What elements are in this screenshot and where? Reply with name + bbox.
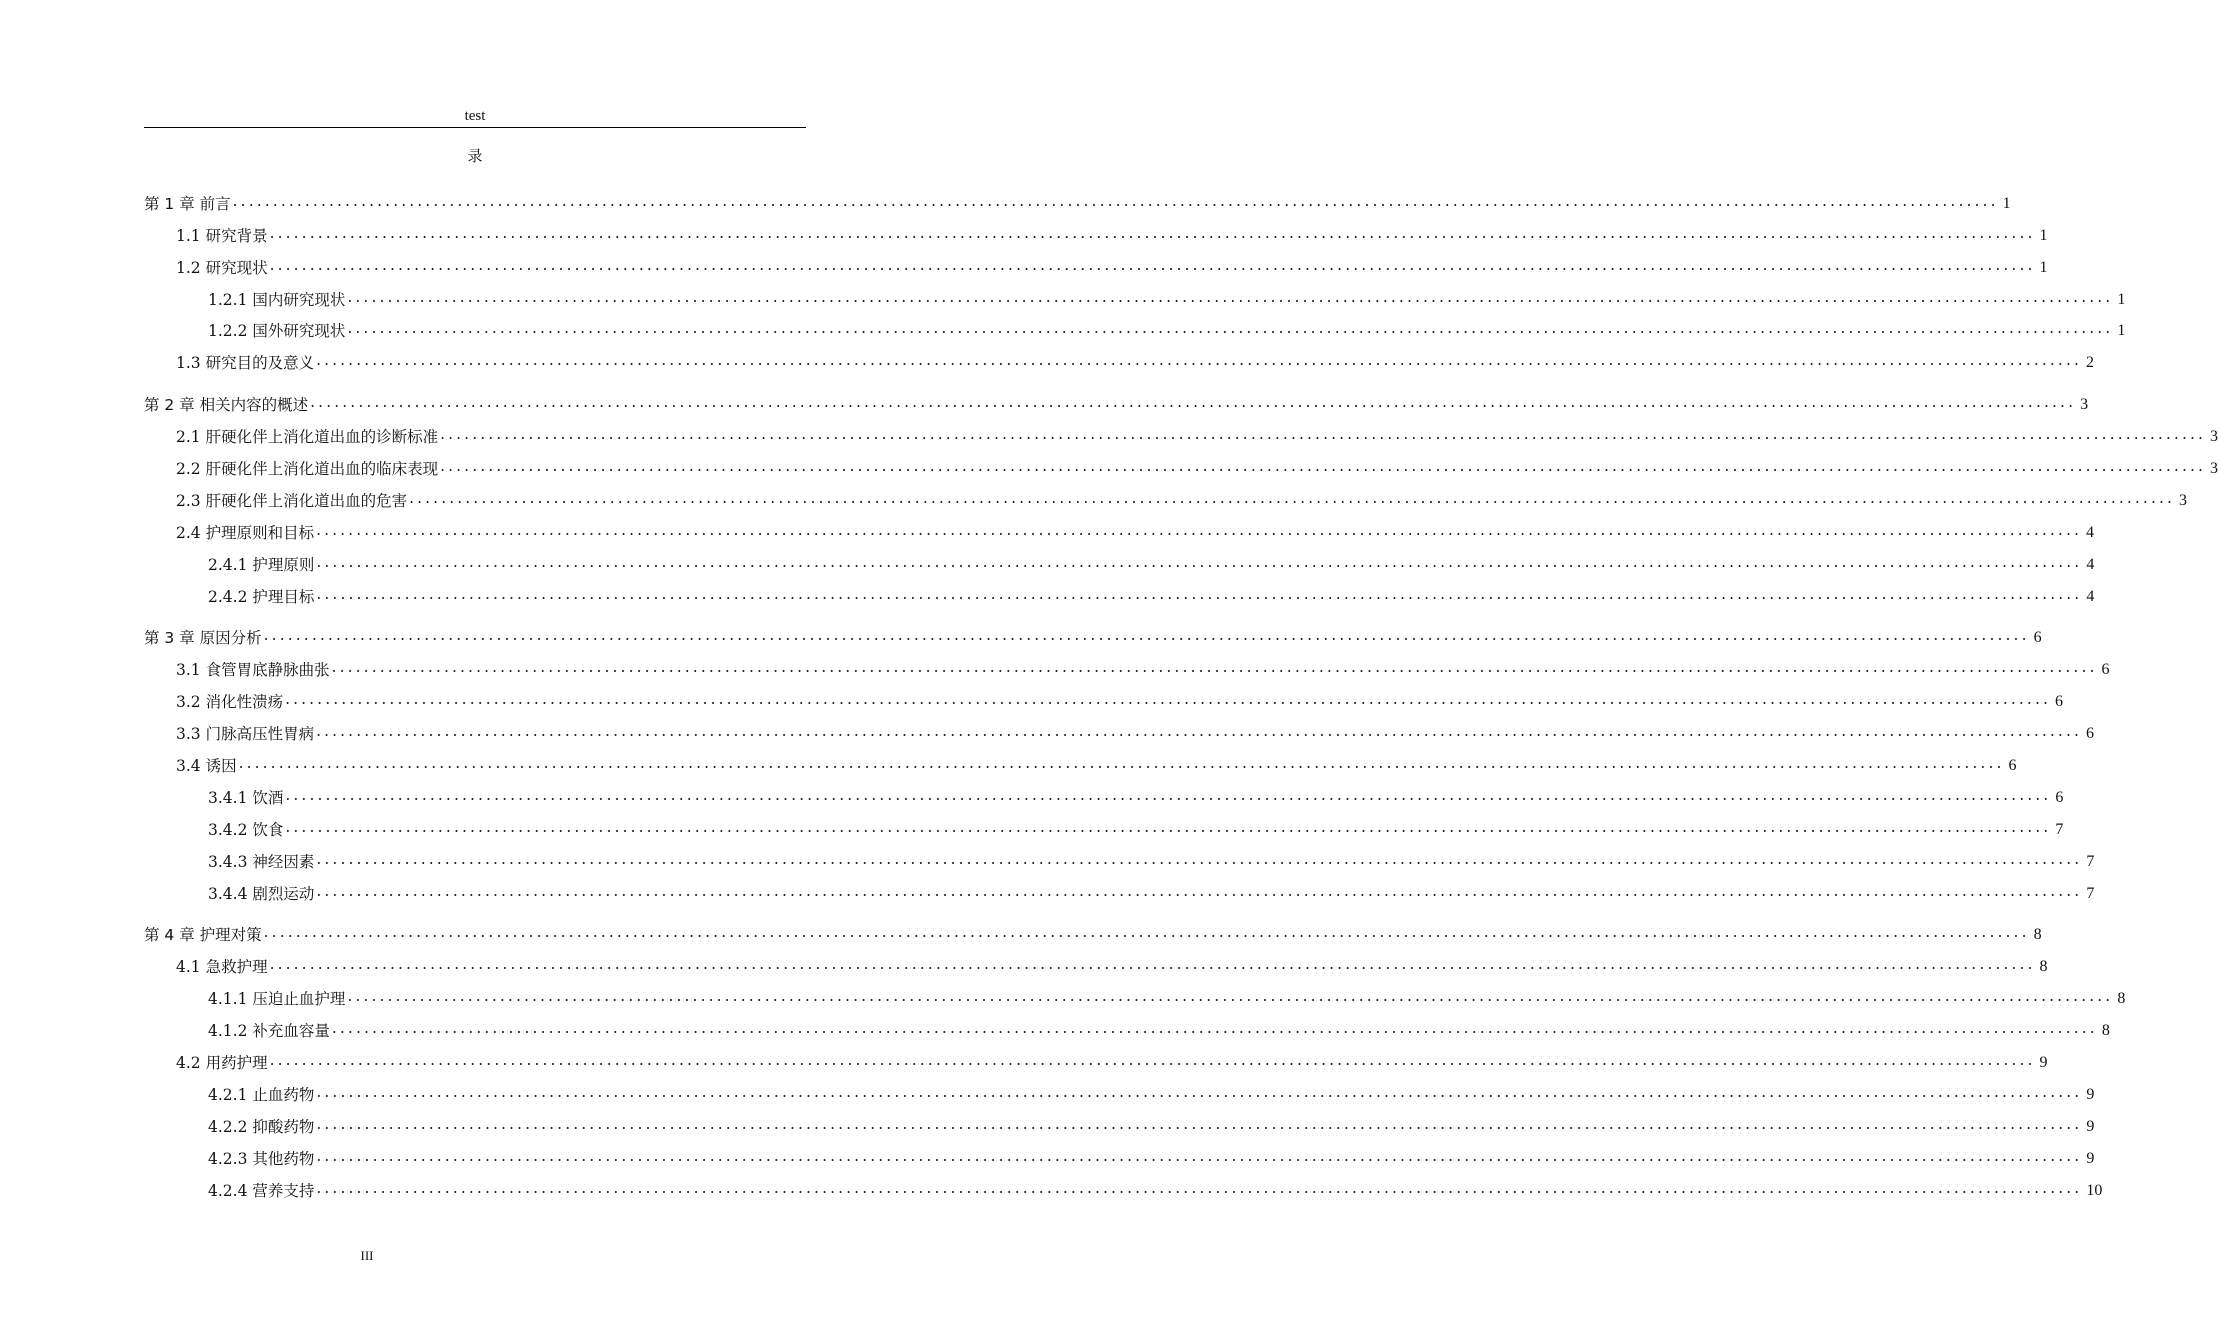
- dot-leader: ............................................................................................................................................................................................................................: [316, 881, 2083, 900]
- dot-leader: ............................................................................................................................................................................................................................: [232, 191, 1999, 210]
- toc-entry-page: 3: [2210, 460, 2218, 478]
- toc-chapter-entry[interactable]: [144, 917, 2042, 949]
- dot-leader: ............................................................................................................................................................................................................................: [316, 1082, 2083, 1101]
- toc-entry-page: 9: [2086, 1117, 2095, 1135]
- dot-leader: ............................................................................................................................................................................................................................: [285, 785, 2052, 804]
- toc-entry-page: 6: [2055, 693, 2064, 711]
- toc-entry-title: 第 1 章 前言: [144, 194, 231, 213]
- toc-entry-title: 2.4.1 护理原则: [208, 555, 315, 574]
- toc-entry-page: 3: [2179, 491, 2188, 509]
- toc-entry-page: 8: [2117, 990, 2126, 1008]
- toc-entry[interactable]: [144, 875, 2095, 907]
- toc-entry-page: 1: [2117, 290, 2126, 308]
- toc-entry-page: 1: [2039, 226, 2048, 244]
- toc-entry-title: 3.2 消化性溃疡: [176, 693, 284, 712]
- toc-entry[interactable]: [144, 1172, 2103, 1204]
- toc-entry[interactable]: [144, 747, 2017, 779]
- toc-entry-page: 4: [2086, 555, 2095, 573]
- toc-entry[interactable]: [144, 1108, 2095, 1140]
- dot-leader: ............................................................................................................................................................................................................................: [440, 457, 2207, 476]
- toc-entry-page: 10: [2086, 1181, 2103, 1199]
- toc-entry-page: 8: [2039, 958, 2048, 976]
- toc-entry[interactable]: [144, 344, 2095, 376]
- toc-entry-page: 9: [2039, 1054, 2048, 1072]
- toc-entry-title: 第 4 章 护理对策: [144, 926, 262, 945]
- toc-entry-title: 4.1.1 压迫止血护理: [208, 990, 346, 1009]
- dot-leader: ............................................................................................................................................................................................................................: [269, 223, 2036, 242]
- dot-leader: ............................................................................................................................................................................................................................: [285, 817, 2052, 836]
- dot-leader: ............................................................................................................................................................................................................................: [331, 1019, 2098, 1038]
- toc-chapter-entry[interactable]: [144, 185, 2011, 217]
- toc-entry-page: 9: [2086, 1085, 2095, 1103]
- toc-entry-title: 1.3 研究目的及意义: [176, 354, 315, 373]
- dot-leader: ............................................................................................................................................................................................................................: [316, 351, 2083, 370]
- toc-entry-title: 1.2.2 国外研究现状: [208, 322, 346, 341]
- toc-entry-page: 4: [2086, 587, 2095, 605]
- running-header: test: [464, 108, 486, 124]
- toc-entry[interactable]: [144, 249, 2048, 281]
- dot-leader: ............................................................................................................................................................................................................................: [263, 923, 2030, 942]
- toc-entry-title: 2.4.2 护理目标: [208, 587, 315, 606]
- toc-entry-title: 2.3 肝硬化伴上消化道出血的危害: [176, 491, 408, 510]
- toc-entry-page: 7: [2086, 852, 2095, 870]
- toc-entry-title: 3.4.2 饮食: [208, 820, 284, 839]
- toc-entry[interactable]: [144, 1012, 2110, 1044]
- toc-entry-page: 8: [2101, 1022, 2110, 1040]
- toc-entry-title: 4.1.2 补充血容量: [208, 1022, 330, 1041]
- toc-entry-title: 4.2.3 其他药物: [208, 1149, 315, 1168]
- toc-entry-title: 2.2 肝硬化伴上消化道出血的临床表现: [176, 460, 439, 479]
- toc-entry-page: 8: [2033, 926, 2042, 944]
- toc-entry-page: 6: [2008, 757, 2017, 775]
- dot-leader: ............................................................................................................................................................................................................................: [347, 287, 2114, 306]
- toc-entry[interactable]: [144, 450, 2218, 482]
- toc-entry[interactable]: [144, 418, 2218, 450]
- header-rule: [144, 127, 806, 128]
- toc-entry[interactable]: [144, 281, 2126, 313]
- toc-entry[interactable]: [144, 1140, 2095, 1172]
- table-of-contents: [144, 185, 2218, 1204]
- dot-leader: ............................................................................................................................................................................................................................: [316, 1146, 2083, 1165]
- toc-entry[interactable]: [144, 313, 2126, 345]
- toc-entry[interactable]: [144, 217, 2048, 249]
- dot-leader: ............................................................................................................................................................................................................................: [409, 488, 2176, 507]
- toc-entry-title: 3.4 诱因: [176, 757, 237, 776]
- dot-leader: ............................................................................................................................................................................................................................: [347, 319, 2114, 338]
- toc-entry-page: 4: [2086, 523, 2095, 541]
- toc-entry-title: 4.2.1 止血药物: [208, 1085, 315, 1104]
- dot-leader: ............................................................................................................................................................................................................................: [310, 393, 2077, 412]
- toc-entry-title: 2.1 肝硬化伴上消化道出血的诊断标准: [176, 428, 439, 447]
- toc-entry[interactable]: [144, 811, 2064, 843]
- toc-entry-title: 3.4.1 饮酒: [208, 788, 284, 807]
- toc-entry-title: 1.2.1 国内研究现状: [208, 290, 346, 309]
- dot-leader: ............................................................................................................................................................................................................................: [316, 849, 2083, 868]
- dot-leader: ............................................................................................................................................................................................................................: [263, 626, 2030, 645]
- toc-entry-title: 3.1 食管胃底静脉曲张: [176, 661, 330, 680]
- toc-chapter-entry[interactable]: [144, 620, 2042, 652]
- toc-entry-page: 2: [2086, 354, 2095, 372]
- toc-entry[interactable]: [144, 843, 2095, 875]
- toc-entry-page: 7: [2055, 820, 2064, 838]
- toc-entry-title: 1.1 研究背景: [176, 226, 268, 245]
- toc-entry-title: 第 3 章 原因分析: [144, 629, 262, 648]
- toc-entry-page: 1: [2117, 322, 2126, 340]
- dot-leader: ............................................................................................................................................................................................................................: [285, 690, 2052, 709]
- dot-leader: ............................................................................................................................................................................................................................: [347, 987, 2114, 1006]
- toc-entry-title: 4.2 用药护理: [176, 1054, 268, 1073]
- toc-entry[interactable]: [144, 715, 2095, 747]
- toc-entry-title: 3.4.4 剧烈运动: [208, 884, 315, 903]
- toc-entry[interactable]: [144, 1044, 2048, 1076]
- page-number: III: [360, 1248, 374, 1263]
- toc-entry-page: 6: [2086, 725, 2095, 743]
- toc-entry-title: 4.1 急救护理: [176, 958, 268, 977]
- dot-leader: ............................................................................................................................................................................................................................: [269, 1051, 2036, 1070]
- toc-entry[interactable]: [144, 1076, 2095, 1108]
- toc-entry-title: 2.4 护理原则和目标: [176, 523, 315, 542]
- toc-entry[interactable]: [144, 578, 2095, 610]
- dot-leader: ............................................................................................................................................................................................................................: [316, 1114, 2083, 1133]
- toc-entry[interactable]: [144, 683, 2064, 715]
- toc-entry-title: 第 2 章 相关内容的概述: [144, 396, 309, 415]
- toc-entry-page: 1: [2002, 194, 2011, 212]
- toc-entry-page: 6: [2101, 661, 2110, 679]
- toc-entry-title: 3.3 门脉高压性胃病: [176, 725, 315, 744]
- toc-entry-page: 3: [2080, 396, 2089, 414]
- dot-leader: ............................................................................................................................................................................................................................: [316, 552, 2083, 571]
- dot-leader: ............................................................................................................................................................................................................................: [316, 584, 2083, 603]
- toc-entry[interactable]: [144, 779, 2064, 811]
- toc-entry-title: 4.2.2 抑酸药物: [208, 1117, 315, 1136]
- toc-entry-page: 6: [2055, 788, 2064, 806]
- toc-entry-page: 3: [2210, 428, 2218, 446]
- toc-entry-title: 3.4.3 神经因素: [208, 852, 315, 871]
- toc-entry-page: 6: [2033, 629, 2042, 647]
- toc-entry[interactable]: [144, 980, 2126, 1012]
- dot-leader: ............................................................................................................................................................................................................................: [269, 955, 2036, 974]
- dot-leader: ............................................................................................................................................................................................................................: [316, 520, 2083, 539]
- toc-title: 录: [467, 147, 483, 165]
- toc-entry[interactable]: [144, 482, 2188, 514]
- toc-entry-title: 4.2.4 营养支持: [208, 1181, 315, 1200]
- toc-entry-page: 7: [2086, 884, 2095, 902]
- dot-leader: ............................................................................................................................................................................................................................: [331, 658, 2098, 677]
- toc-entry-page: 1: [2039, 258, 2048, 276]
- dot-leader: ............................................................................................................................................................................................................................: [238, 754, 2005, 773]
- dot-leader: ............................................................................................................................................................................................................................: [440, 425, 2207, 444]
- toc-entry-page: 9: [2086, 1149, 2095, 1167]
- dot-leader: ............................................................................................................................................................................................................................: [269, 255, 2036, 274]
- dot-leader: ............................................................................................................................................................................................................................: [316, 722, 2083, 741]
- toc-entry-title: 1.2 研究现状: [176, 258, 268, 277]
- toc-entry[interactable]: [144, 546, 2095, 578]
- dot-leader: ............................................................................................................................................................................................................................: [316, 1178, 2083, 1197]
- toc-entry[interactable]: [144, 651, 2110, 683]
- toc-entry[interactable]: [144, 514, 2095, 546]
- toc-chapter-entry[interactable]: [144, 386, 2089, 418]
- toc-entry[interactable]: [144, 948, 2048, 980]
